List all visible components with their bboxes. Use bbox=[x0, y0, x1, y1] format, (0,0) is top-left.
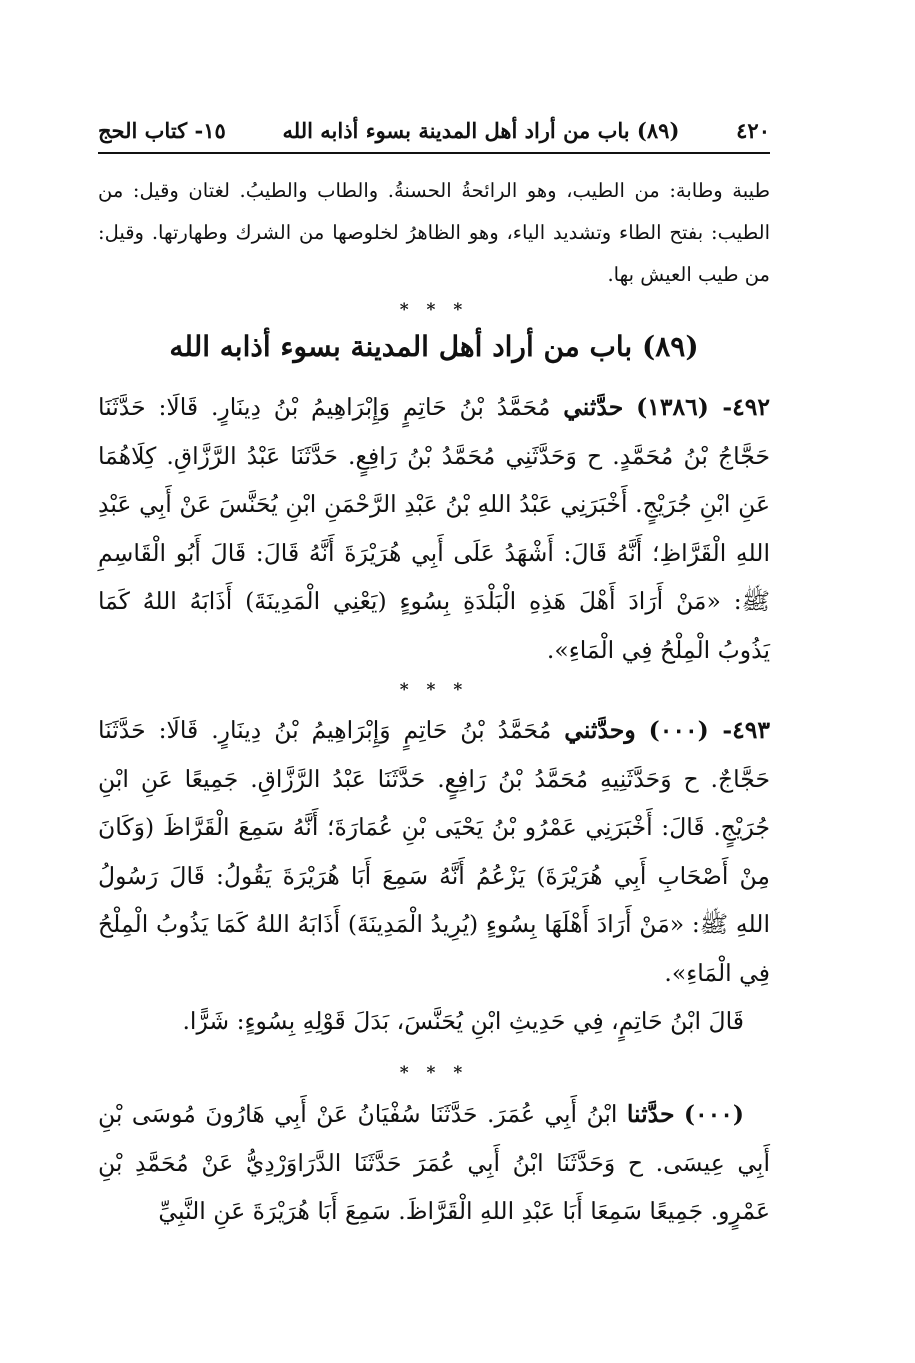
hadith-number: (٠٠٠) bbox=[683, 1100, 744, 1128]
hadith-note: قَالَ ابْنُ حَاتِمٍ، فِي حَدِيثِ ابْنِ يُحَنَّسَ، بَدَلَ قَوْلِهِ بِسُوءٍ: شَرًّا. bbox=[182, 1007, 744, 1035]
hadith-text: ابْنُ أَبِي عُمَرَ. حَدَّثَنَا سُفْيَانُ عَنْ أَبِي هَارُونَ مُوسَى بْنِ أَبِي عِيسَى. ح وَحَدَّثَنَا ابْنُ أَبِي عُمَرَ حَدَّثَنَا الدَّرَاوَرْدِيُّ عَنْ مُحَمَّدِ بْنِ عَمْرٍو. جَمِيعًا سَمِعَا أَبَا عَبْدِ اللهِ الْقَرَّاظَ. سَمِعَ أَبَا هُرَيْرَةَ عَنِ النَّبِيِّ bbox=[98, 1100, 770, 1225]
page-number: ٤٢٠ bbox=[736, 117, 770, 143]
hadith-text: مُحَمَّدُ بْنُ حَاتِمٍ وَإِبْرَاهِيمُ بْنُ دِينَارٍ. قَالَا: حَدَّثَنَا حَجَّاجُ بْنُ مُحَمَّدٍ. ح وَحَدَّثَنِي مُحَمَّدُ بْنُ رَافِعٍ. حَدَّثَنَا عَبْدُ الرَّزَّاقِ. كِلَاهُمَا عَنِ ابْنِ جُرَيْجٍ. أَخْبَرَنِي عَبْدُ اللهِ بْنُ عَبْدِ الرَّحْمَنِ ابْنِ يُحَنَّسَ عَنْ أَبِي عَبْدِ اللهِ الْقَرَّاظِ؛ أَنَّهُ قَالَ: أَشْهَدُ عَلَى أَبِي هُرَيْرَةَ أَنَّهُ قَالَ: قَالَ أَبُو الْقَاسِمِ ﷺ: «مَنْ أَرَادَ أَهْلَ هَذِهِ الْبَلْدَةِ بِسُوءٍ (يَعْنِي الْمَدِينَةَ) أَذَابَهُ اللهُ كَمَا يَذُوبُ الْمِلْحُ فِي الْمَاءِ». bbox=[98, 393, 770, 664]
running-book-title: ١٥- كتاب الحج bbox=[98, 117, 226, 143]
running-chapter-title: (٨٩) باب من أراد أهل المدينة بسوء أذابه الله bbox=[282, 117, 680, 143]
hadith-text: مُحَمَّدُ بْنُ حَاتِمٍ وَإِبْرَاهِيمُ بْنُ دِينَارٍ. قَالَا: حَدَّثَنَا حَجَّاجٌ. ح وَحَدَّثَنِيهِ مُحَمَّدُ بْنُ رَافِعٍ. حَدَّثَنَا عَبْدُ الرَّزَّاقِ. جَمِيعًا عَنِ ابْنِ جُرَيْجٍ. قَالَ: أَخْبَرَنِي عَمْرُو بْنُ يَحْيَى بْنِ عُمَارَةَ؛ أَنَّهُ سَمِعَ الْقَرَّاظَ (وَكَانَ مِنْ أَصْحَابِ أَبِي هُرَيْرَةَ) يَزْعُمُ أَنَّهُ سَمِعَ أَبَا هُرَيْرَةَ يَقُولُ: قَالَ رَسُولُ اللهِ ﷺ: «مَنْ أَرَادَ أَهْلَهَا بِسُوءٍ (يُرِيدُ الْمَدِينَةَ) أَذَابَهُ اللهُ كَمَا يَذُوبُ الْمِلْحُ فِي الْمَاءِ». bbox=[98, 716, 770, 987]
hadith-next bbox=[98, 1090, 770, 1236]
section-title: (٨٩) باب من أراد أهل المدينة بسوء أذابه الله bbox=[169, 330, 699, 363]
separator-stars-1: * * * bbox=[399, 300, 469, 320]
hadith-492 bbox=[98, 383, 770, 674]
hadith-lead: حدَّثني bbox=[563, 393, 624, 421]
hadith-lead: حدَّثنا bbox=[626, 1100, 675, 1128]
hadith-493 bbox=[98, 706, 770, 1046]
separator-stars-3: * * * bbox=[399, 1063, 469, 1083]
separator-stars-2: * * * bbox=[399, 680, 469, 700]
running-header bbox=[98, 110, 770, 150]
hadith-number: ٤٩٣- (٠٠٠) bbox=[648, 716, 770, 744]
hadith-lead: وحدَّثني bbox=[564, 716, 636, 744]
hadith-number: ٤٩٢- (١٣٨٦) bbox=[636, 393, 770, 421]
intro-paragraph: طيبة وطابة: من الطيب، وهو الرائحةُ الحسنةُ. والطاب والطيبُ. لغتان وقيل: من الطيب: بفتح الطاء وتشديد الياء، وهو الظاهرُ لخلوصها من الشرك وطهارتها. وقيل: من طيب العيش بها. bbox=[98, 179, 770, 286]
header-rule bbox=[98, 152, 770, 154]
